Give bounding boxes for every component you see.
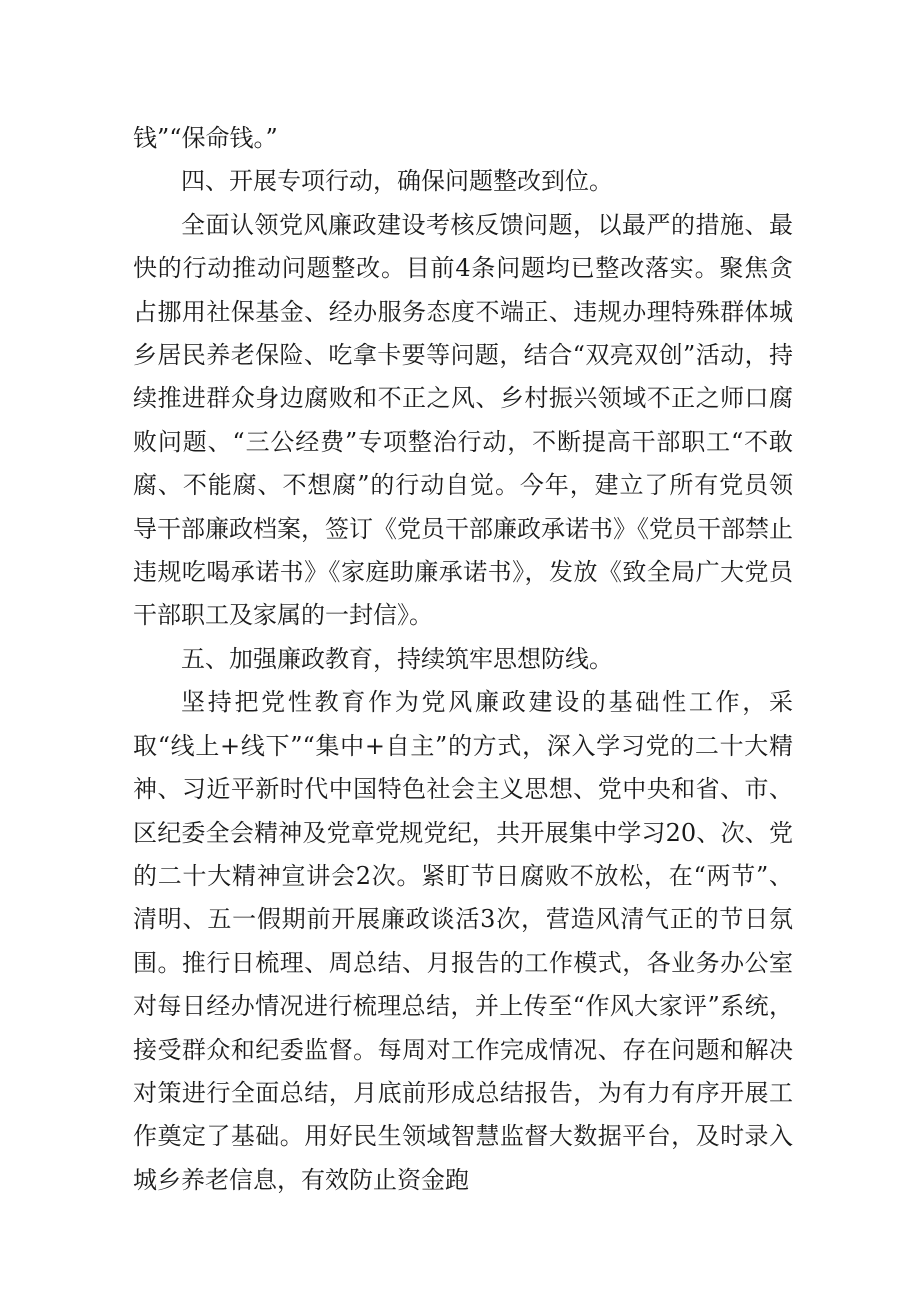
paragraph-body-five: 坚持把党性教育作为党风廉政建设的基础性工作，采取“线上+线下”“集中+自主”的方式，深入学习党的二十大精神、习近平新时代中国特色社会主义思想、党中央和省、市、区纪委全会精神及党章党规党纪，共开展集中学习20、次、党的二十大精神宣讲会2次。紧盯节日腐败不放松，在“两节”、清明、五一假期前开展廉政谈活3次，营造风清气正的节日氛围。推行日梳理、周总结、月报告的工作模式，各业务办公室对每日经办情况进行梳理总结，并上传至“作风大家评”系统，接受群众和纪委监督。每周对工作完成情况、存在问题和解决对策进行全面总结，月底前形成总结报告，为有力有序开展工作奠定了基础。用好民生领域智慧监督大数据平台，及时录入城乡养老信息，有效防止资金跑 (133, 688, 793, 1194)
section-heading-five: 五、加强廉政教育，持续筑牢思想防线。 (181, 644, 613, 673)
section-heading-four: 四、开展专项行动，确保问题整改到位。 (181, 167, 613, 196)
paragraph-body-four: 全面认领党风廉政建设考核反馈问题，以最严的措施、最快的行动推动问题整改。目前4条问题均已整改落实。聚焦贪占挪用社保基金、经办服务态度不端正、违规办理特殊群体城乡居民养老保险、吃拿卡要等问题，结合“双亮双创”活动，持续推进群众身边腐败和不正之风、乡村振兴领域不正之师口腐败问题、“三公经费”专项整治行动，不断提高干部职工“不敢腐、不能腐、不想腐”的行动自觉。今年，建立了所有党员领导干部廉政档案，签订《党员干部廉政承诺书》《党员干部禁止违规吃喝承诺书》《家庭助廉承诺书》，发放《致全局广大党员干部职工及家属的一封信》。 (133, 210, 793, 630)
document-body (133, 117, 793, 1202)
paragraph-continuation: 钱”“保命钱。” (133, 124, 278, 152)
